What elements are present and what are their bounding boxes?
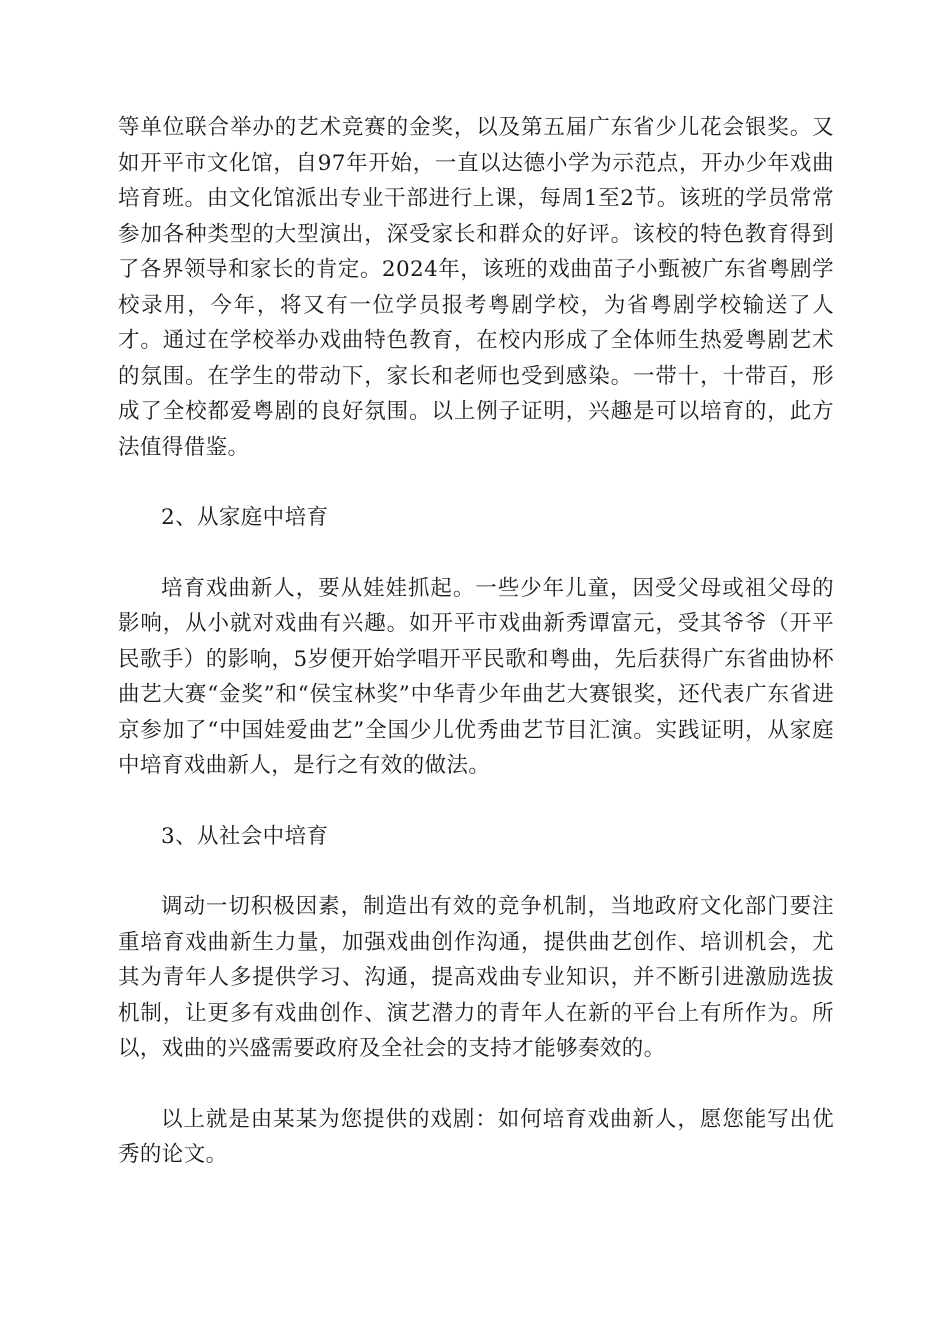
document-page: [118, 110, 834, 1173]
body-paragraph: 调动一切积极因素，制造出有效的竞争机制，当地政府文化部门要注重培育戏曲新生力量，加强戏曲创作沟通，提供曲艺创作、培训机会，尤其为青年人多提供学习、沟通，提高戏曲专业知识，并不断引进激励选拔机制，让更多有戏曲创作、演艺潜力的青年人在新的平台上有所作为。所以，戏曲的兴盛需要政府及全社会的支持才能够奏效的。: [118, 894, 834, 1061]
closing-paragraph: 以上就是由某某为您提供的戏剧：如何培育戏曲新人，愿您能写出优秀的论文。: [118, 1106, 834, 1167]
body-paragraph: 等单位联合举办的艺术竞赛的金奖，以及第五届广东省少儿花会银奖。又如开平市文化馆，自97年开始，一直以达德小学为示范点，开办少年戏曲培育班。由文化馆派出专业干部进行上课，每周1至2节。该班的学员常常参加各种类型的大型演出，深受家长和群众的好评。该校的特色教育得到了各界领导和家长的肯定。2024年，该班的戏曲苗子小甄被广东省粤剧学校录用，今年，将又有一位学员报考粤剧学校，为省粤剧学校输送了人才。通过在学校举办戏曲特色教育，在校内形成了全体师生热爱粤剧艺术的氛围。在学生的带动下，家长和老师也受到感染。一带十，十带百，形成了全校都爱粤剧的良好氛围。以上例子证明，兴趣是可以培育的，此方法值得借鉴。: [118, 115, 834, 460]
section-heading: 2、从家庭中培育: [161, 505, 329, 530]
section-heading: 3、从社会中培育: [161, 823, 329, 849]
body-paragraph: 培育戏曲新人，要从娃娃抓起。一些少年儿童，因受父母或祖父母的影响，从小就对戏曲有兴趣。如开平市戏曲新秀谭富元，受其爷爷（开平民歌手）的影响，5岁便开始学唱开平民歌和粤曲，先后获得广东省曲协杯曲艺大赛“金奖”和“侯宝林奖”中华青少年曲艺大赛银奖，还代表广东省进京参加了“中国娃爱曲艺”全国少儿优秀曲艺节目汇演。实践证明，从家庭中培育戏曲新人，是行之有效的做法。: [118, 575, 834, 778]
